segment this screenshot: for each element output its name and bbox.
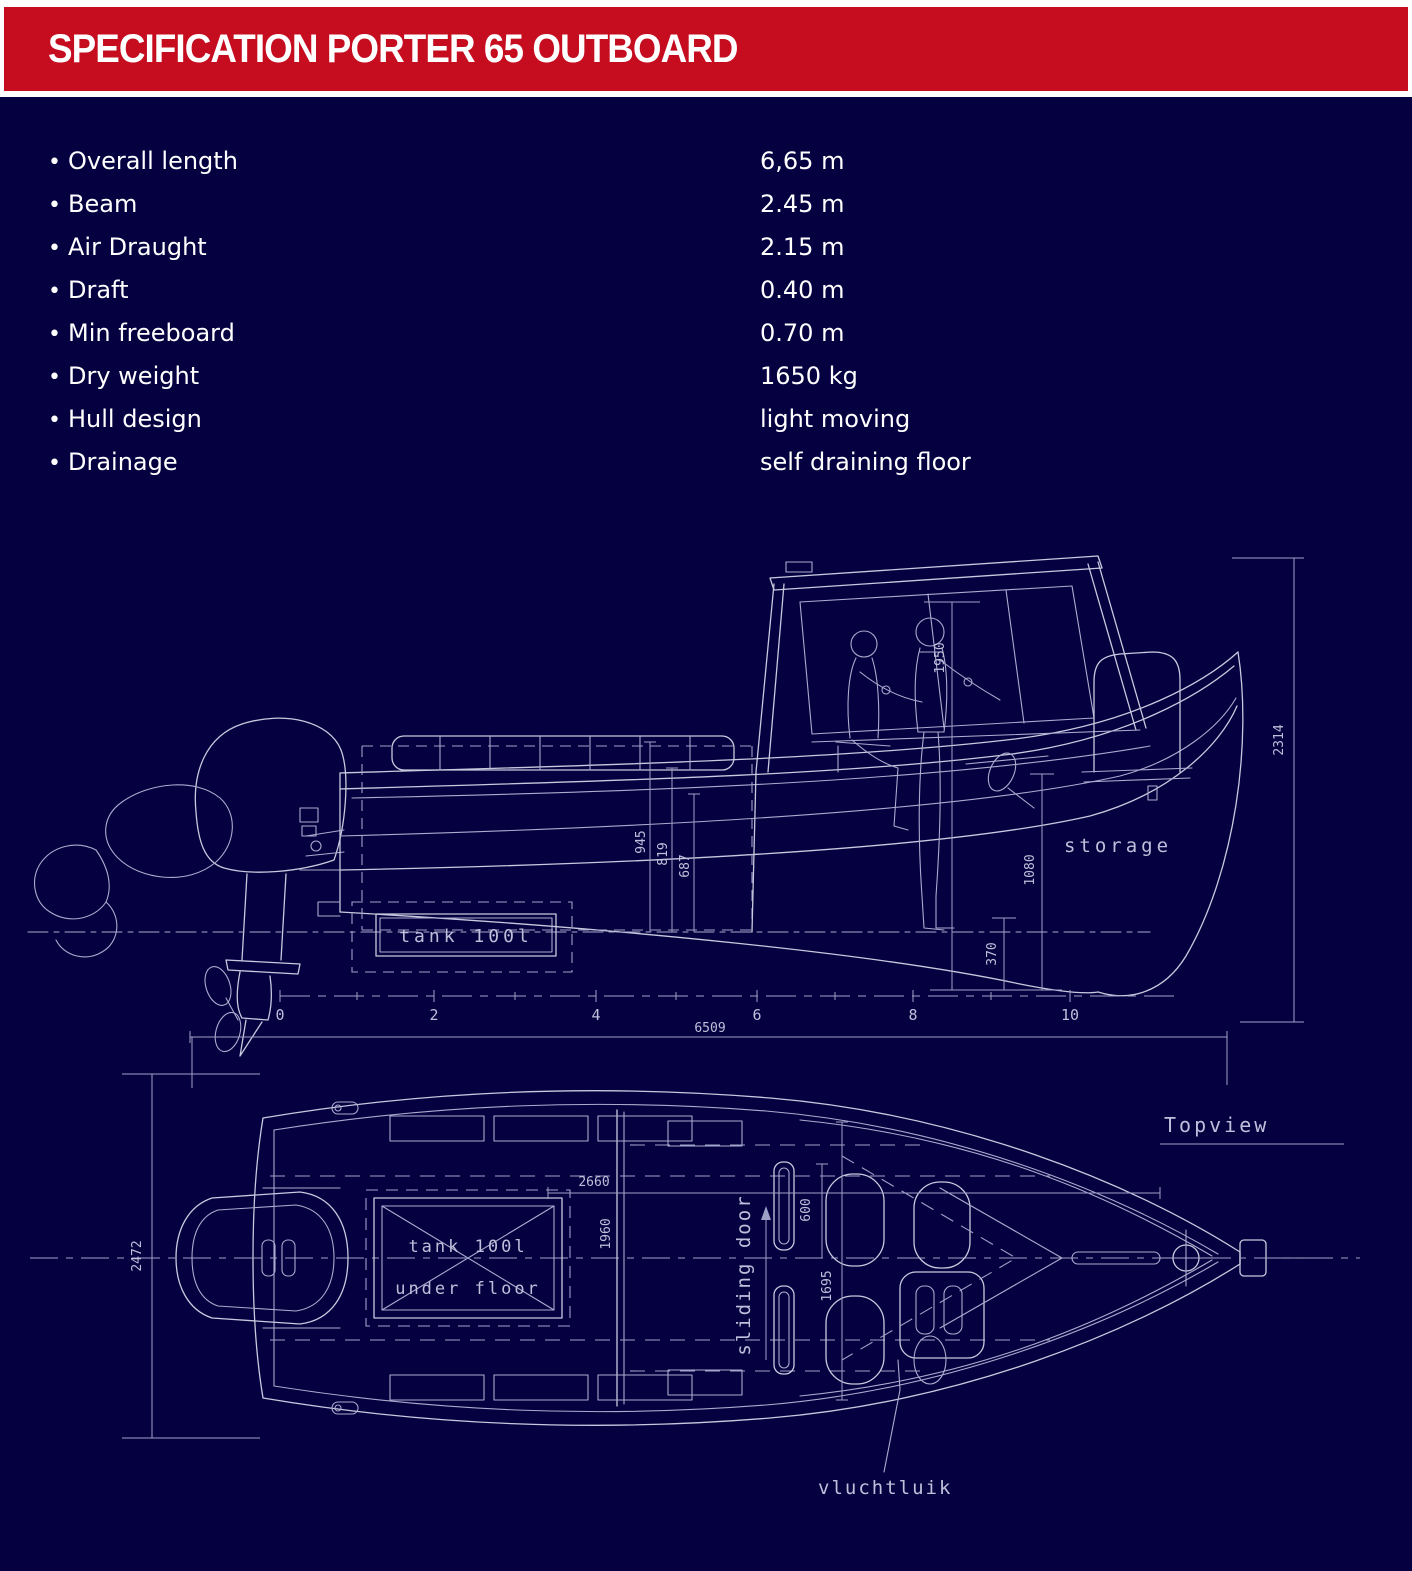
tank-top-label-line1: tank 100l xyxy=(408,1237,528,1257)
escape-hatch-callout xyxy=(818,1360,952,1499)
ruler-tick-8: 8 xyxy=(908,1006,918,1024)
tank-top-label-line2: under floor xyxy=(395,1279,541,1299)
topview-label: Topview xyxy=(1164,1113,1270,1137)
wheelhouse-cabin xyxy=(752,556,1146,932)
side-view-blueprint xyxy=(0,540,1412,1060)
spec-label: Hull design xyxy=(68,404,202,433)
vluchtluik-label: vluchtluik xyxy=(818,1477,953,1499)
dim-2472: 2472 xyxy=(130,1240,145,1272)
spec-value: self draining floor xyxy=(760,447,971,476)
dim-1950: 1950 xyxy=(933,642,948,674)
spec-value: 0.40 m xyxy=(760,275,845,304)
dim-600: 600 xyxy=(799,1198,814,1222)
aft-bench-seat xyxy=(1082,652,1192,782)
spec-row xyxy=(48,268,1368,311)
spec-value: 1650 kg xyxy=(760,361,858,390)
top-view-dimensions xyxy=(122,1074,1160,1438)
bullet-icon: • xyxy=(48,278,61,304)
dim-1080: 1080 xyxy=(1023,854,1038,886)
ruler-tick-4: 4 xyxy=(591,1006,601,1024)
spec-label: Beam xyxy=(68,189,138,218)
spec-label: Air Draught xyxy=(68,232,207,261)
arrow-up-icon xyxy=(761,1206,771,1220)
spec-row xyxy=(48,139,1368,182)
ruler-tick-2: 2 xyxy=(429,1006,439,1024)
spec-row xyxy=(48,311,1368,354)
spec-list xyxy=(48,139,1368,483)
bullet-icon: • xyxy=(48,192,61,218)
scale-ruler xyxy=(275,990,1180,1024)
dim-6509: 6509 xyxy=(694,1021,726,1036)
dim-2314: 2314 xyxy=(1272,724,1287,756)
spec-row xyxy=(48,354,1368,397)
dim-1960: 1960 xyxy=(599,1218,614,1250)
bullet-icon: • xyxy=(48,364,61,390)
spec-row xyxy=(48,397,1368,440)
hull-side-profile xyxy=(28,652,1243,996)
spec-row xyxy=(48,440,1368,483)
bullet-icon: • xyxy=(48,235,61,261)
spec-row xyxy=(48,182,1368,225)
spec-label: Dry weight xyxy=(68,361,200,390)
bullet-icon: • xyxy=(48,450,61,476)
top-view-blueprint xyxy=(0,1060,1412,1571)
spec-label: Drainage xyxy=(68,447,178,476)
side-view-dimensions xyxy=(634,558,1304,1022)
aft-deck-railing xyxy=(392,736,734,770)
ruler-tick-0: 0 xyxy=(275,1006,285,1024)
header-band xyxy=(4,7,1408,91)
bullet-icon: • xyxy=(48,407,61,433)
spec-value: 2.15 m xyxy=(760,232,845,261)
standing-figure xyxy=(915,618,1000,930)
dim-819: 819 xyxy=(656,842,671,866)
spec-label: Overall length xyxy=(68,146,238,175)
cockpit-seats-top xyxy=(826,1174,984,1384)
dim-1695: 1695 xyxy=(820,1270,835,1302)
ruler-tick-10: 10 xyxy=(1060,1006,1080,1024)
spec-value: 0.70 m xyxy=(760,318,845,347)
dim-687: 687 xyxy=(678,854,693,878)
storage-label: storage xyxy=(1063,835,1173,857)
topview-caption xyxy=(1160,1113,1344,1144)
bullet-icon: • xyxy=(48,321,61,347)
spec-label: Draft xyxy=(68,275,129,304)
spec-value: light moving xyxy=(760,404,911,433)
bullet-icon: • xyxy=(48,149,61,175)
tank-label: tank 100l xyxy=(399,926,533,947)
spec-label: Min freeboard xyxy=(68,318,235,347)
outboard-motor-side xyxy=(35,718,346,1056)
ruler-tick-6: 6 xyxy=(752,1006,762,1024)
sliding-door-label: sliding door xyxy=(733,1194,755,1356)
spec-value: 6,65 m xyxy=(760,146,845,175)
spec-value: 2.45 m xyxy=(760,189,845,218)
dim-945: 945 xyxy=(634,830,649,854)
dim-370: 370 xyxy=(985,942,1000,966)
page-title: SPECIFICATION PORTER 65 OUTBOARD xyxy=(48,26,738,71)
dim-2660: 2660 xyxy=(578,1175,610,1190)
overall-length-dimension xyxy=(190,1021,1227,1060)
sliding-door xyxy=(733,1162,794,1374)
spec-row xyxy=(48,225,1368,268)
